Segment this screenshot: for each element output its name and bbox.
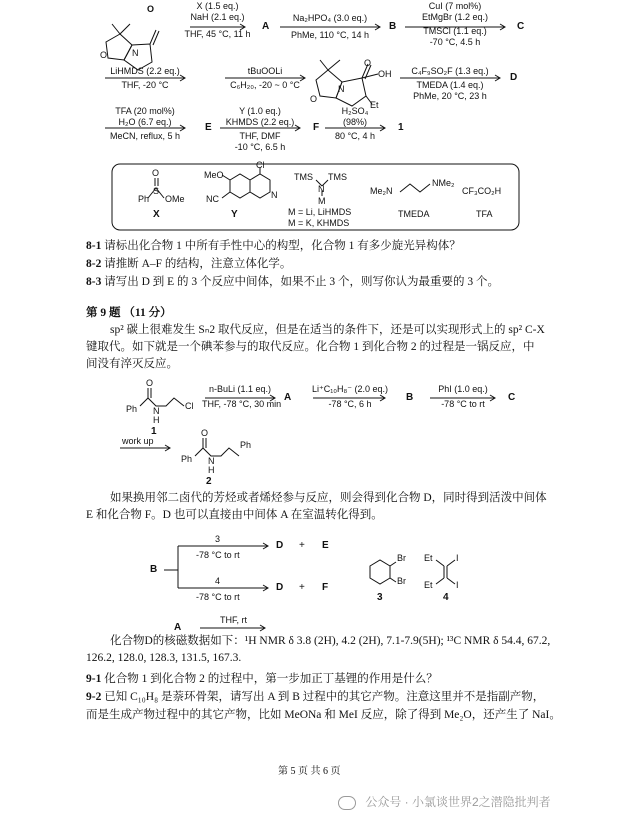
cpd4-et-2: Et [424,580,433,590]
m-metal: M [318,196,326,206]
compound-f: F [313,122,320,133]
question-8-3 [86,273,499,289]
question-9-2-continued [86,706,561,722]
nmr-data [86,633,576,667]
step8-temp: -10 °C, 6.5 h [234,142,286,152]
step9-conditions [325,106,385,142]
cpd2-ph-right: Ph [240,440,252,450]
step2-conditions [280,13,380,41]
step8-solvent: THF, DMF [239,131,281,141]
y-meo: MeO [204,170,224,180]
step7-solvent: MeCN, reflux, 5 h [109,131,181,141]
cpd2-n: N [208,456,215,466]
question-number: 8-3 [86,276,102,288]
question-9-title: 第 9 题 （11 分） [86,307,172,319]
wechat-icon [338,796,356,810]
compound-c: C [517,21,525,32]
question-text: 化合物 1 到化合物 2 的过程中，第一步加正丁基锂的作用是什么？ [104,673,438,685]
intermediate-ketone-o: O [364,58,372,68]
starting-material-n: N [132,48,139,58]
reagent-nonaflyl-fluoride: C₄F₉SO₂F (1.3 eq.) [411,66,489,76]
q9-intermediate-c: C [508,392,516,403]
q9-step3-temp: -78 °C to rt [441,399,485,409]
q9-step1-conditions [202,384,282,410]
starting-material-o: O [100,50,108,60]
cpd1-o: O [146,378,154,388]
cpd1-ph: Ph [126,404,138,414]
reagent-tmscl: TMSCl (1.1 eq.) [423,26,487,36]
cpd1-n: N [153,406,160,416]
cpd2-o: O [201,428,209,438]
reagent-tbuooli: tBuOOLi [247,66,283,76]
workup-label: work up [122,436,154,446]
reagent-khmds: KHMDS (2.2 eq.) [225,117,295,127]
upper-plus: + [299,540,305,551]
tmeda-nme2-right: NMe₂ [432,178,455,188]
question-number: 9-2 [86,691,102,703]
reagent-nah: NaH (2.1 eq.) [190,12,245,22]
upper-conditions: -78 °C to rt [196,550,240,560]
cpd3-br-2: Br [397,576,406,586]
y-cl: Cl [256,160,265,170]
upper-product-e: E [322,540,329,551]
cpd4-et-1: Et [424,553,433,563]
lower-product-f: F [322,582,329,593]
a-conditions: THF, rt [220,615,247,625]
y-nc: NC [206,194,219,204]
intro-line-2: 键取代。如下就是一个碘苯参与的取代反应。化合物 1 到化合物 2 的过程是一锅反应，中 [86,341,535,353]
q9-compound-2-label: 2 [206,476,212,487]
question-9-intro [86,322,556,373]
question-9-1 [86,670,438,686]
lower-reagent: 4 [215,576,221,586]
m-li: M = Li, LiHMDS [288,207,352,217]
q9-intermediate-a: A [284,392,292,403]
compound-e: E [205,122,212,133]
compound-4-label: 4 [443,592,449,603]
intermediate-oh: OH [378,69,392,79]
watermark [338,793,551,810]
para2-line-1: 如果换用邻二卤代的芳烃或者烯烃参与反应，则会得到化合物 D，同时得到活泼中间体 [110,492,547,504]
reagent-na2hpo4: Na₂HPO₄ (3.0 eq.) [292,13,368,23]
m-k: M = K, KHMDS [288,218,350,228]
isoquinoline-structure [222,168,270,198]
lower-conditions: -78 °C to rt [196,592,240,602]
question-number: 8-1 [86,240,102,252]
reagent-cui: CuI (7 mol%) [428,1,482,11]
step1-conditions [180,1,255,40]
question-9-2 [86,688,544,704]
reagent-lithium-naphthalenide: Li⁺C₁₀H₈⁻ (2.0 eq.) [311,384,389,394]
page-number: 第 5 页 共 6 页 [278,766,341,777]
m-tms-right: TMS [328,172,347,182]
cpd3-br-1: Br [397,553,406,563]
step5-solvent: C₆H₂₀, -20 ~ 0 °C [230,80,300,90]
question-text: 而是生成产物过程中的其它产物，比如 MeONa 和 MeI 反应，除了得到 Me₂O，还产生了 NaI。 [86,709,561,721]
intermediate-et: Et [370,100,379,110]
cpd1-cl: Cl [185,401,194,411]
nmr-line-2: 126.2, 128.0, 128.3, 131.5, 167.3. [86,652,242,664]
reagent-etmgbr: EtMgBr (1.2 eq.) [421,12,489,22]
step4-solvent: THF, -20 °C [121,80,169,90]
intermediate-ring-o: O [310,94,318,104]
compound-3-label: 3 [377,592,383,603]
m-definitions [288,207,351,229]
question-9-para2 [86,490,556,524]
question-number: 8-2 [86,258,102,270]
reagent-water: H₂O (6.7 eq.) [118,117,172,127]
q9-intermediate-b: B [406,392,414,403]
q9-step2-conditions [310,384,390,410]
q9-step1-solvent: THF, -78 °C, 30 min [202,399,282,409]
m-tms-left: TMS [294,172,313,182]
starting-material-ketone-o: O [147,4,155,14]
cpd4-i-2: I [456,580,459,590]
reagent-y: Y (1.0 eq.) [239,106,281,116]
reagent-phi: PhI (1.0 eq.) [438,384,488,394]
x-s: S [153,186,160,196]
reagent-x-label: X [153,209,160,220]
question-number: 9-1 [86,673,102,685]
x-o: O [152,168,160,178]
tfa-label: TFA [476,209,493,219]
step3-conditions [405,1,505,48]
watermark-text: 公众号 · 小氯谈世界2之潜隐批判者 [365,795,551,809]
q9-step2-temp: -78 °C, 6 h [328,399,372,409]
reagent-h2so4: H₂SO₄ [341,106,369,116]
reagent-lihmds: LiHMDS (2.2 eq.) [110,66,180,76]
starting-material-structure [106,24,159,70]
reagent-tmeda: TMEDA (1.4 eq.) [416,80,484,90]
question-8-2 [86,255,291,271]
question-text: 请写出 D 到 E 的 3 个反应中间体，如果不止 3 个，则写你认为最重要的 3 个。 [104,276,500,288]
step2-solvent: PhMe, 110 °C, 14 h [291,30,369,40]
compound-b: B [389,21,397,32]
tfa-formula: CF₃CO₂H [462,186,502,196]
q9-compound-1-label: 1 [151,426,157,437]
q9-step3-conditions [428,384,498,410]
intermediate-n: N [338,84,345,94]
tmeda-nme2-left: Me₂N [370,186,393,196]
x-ome: OMe [165,194,185,204]
reagent-y-label: Y [231,209,238,220]
upper-reagent: 3 [215,534,221,544]
x-ph: Ph [138,194,150,204]
step3-temp: -70 °C, 4.5 h [429,37,481,47]
step1-solvent: THF, 45 °C, 11 h [184,29,251,39]
upper-product-d: D [276,540,284,551]
cpd1-h: H [153,415,160,425]
question-text: 已知 C₁₀H₈ 是萘环骨架，请写出 A 到 B 过程中的其它产物。注意这里并不是指副产物， [104,691,545,703]
step7-conditions [105,106,185,142]
step8-conditions [220,106,300,153]
question-text: 请标出化合物 1 中所有手性中心的构型，化合物 1 有多少旋光异构体？ [104,240,461,252]
compound-1: 1 [398,122,404,133]
nmr-line-1: 化合物D的核磁数据如下：¹H NMR δ 3.8 (2H), 4.2 (2H), 7.1-7.9(5H); ¹³C NMR δ 54.4, 67.2, [110,635,551,647]
reagent-nbuli: n-BuLi (1.1 eq.) [208,384,272,394]
step6-solvent: PhMe, 20 °C, 23 h [413,91,487,101]
compound-a: A [262,21,270,32]
scheme2-b: B [150,564,158,575]
lower-product-d: D [276,582,284,593]
intro-line-1: sp² 碳上很难发生 Sₙ2 取代反应，但是在适当的条件下，还是可以实现形式上的 sp² C-X [110,324,545,336]
step9-temp: 80 °C, 4 h [334,131,376,141]
para2-line-2: E 和化合物 F。D 也可以直接由中间体 A 在室温转化得到。 [86,509,383,521]
question-text: 请推断 A–F 的结构，注意立体化学。 [104,258,292,270]
reagent-concentration: (98%) [342,117,367,127]
step5-conditions [225,66,305,91]
m-n: N [318,184,325,194]
intro-line-3: 间没有淬灭反应。 [86,358,178,370]
cpd2-ph-left: Ph [181,454,193,464]
reagent-x: X (1.5 eq.) [196,1,239,11]
tmeda-label: TMEDA [398,209,430,219]
cpd4-i-1: I [456,553,459,563]
scheme2-a: A [174,622,182,633]
question-8-1 [86,237,461,253]
y-n: N [271,190,278,200]
step4-conditions [105,66,185,91]
compound-d: D [510,72,518,83]
lower-plus: + [299,582,305,593]
step6-conditions [400,66,500,102]
reagent-tfa: TFA (20 mol%) [115,106,175,116]
cpd2-h: H [208,465,215,475]
